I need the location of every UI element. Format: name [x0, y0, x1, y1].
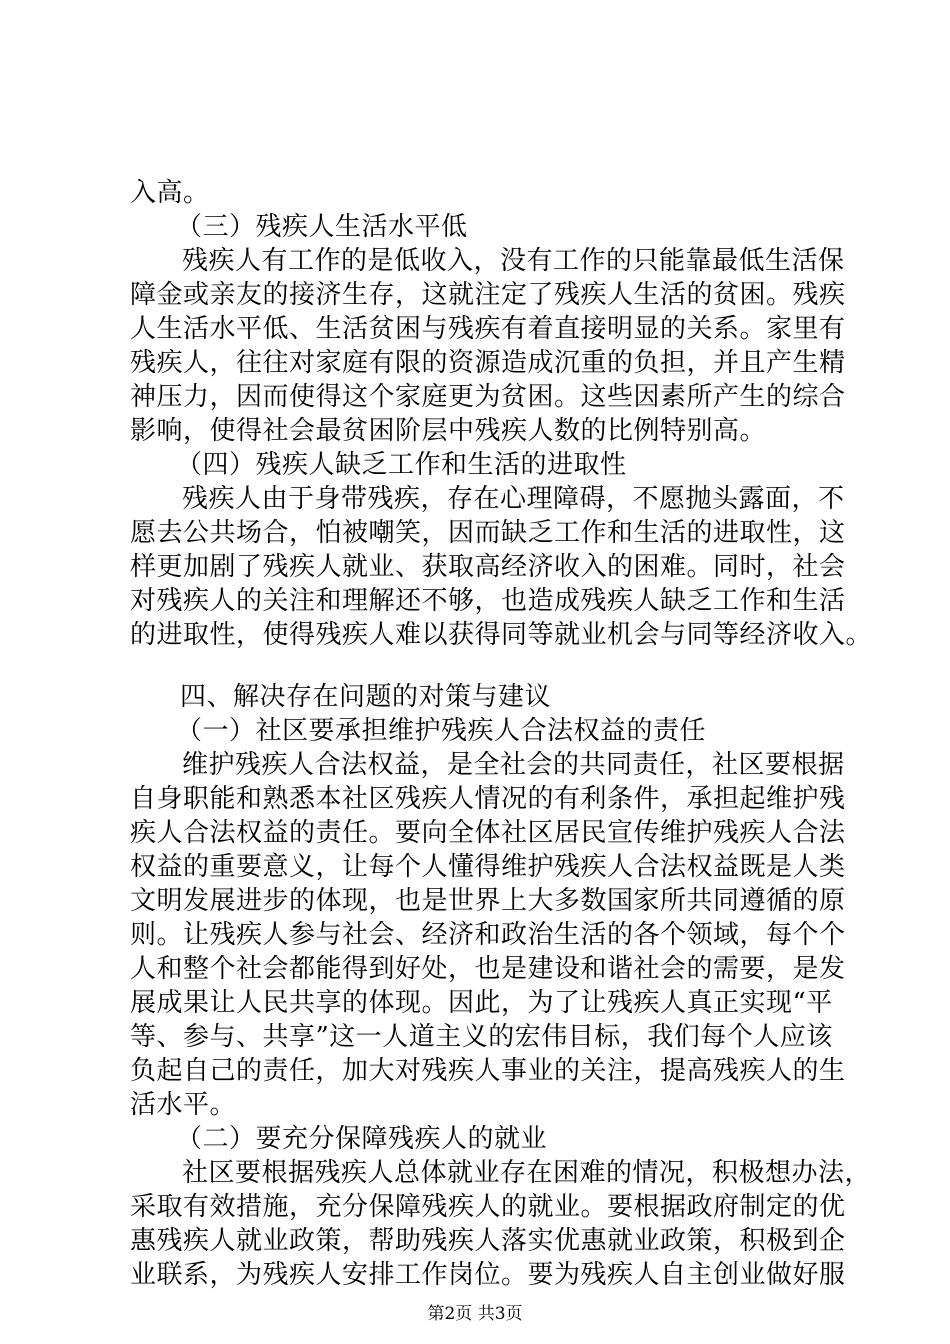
paragraph-first-line: 维护残疾人合法权益，是全社会的共同责任，社区要根据	[182, 750, 845, 780]
body-text-line: 疾人合法权益的责任。要向全体社区居民宣传维护残疾人合法	[130, 818, 846, 848]
body-text-line: 人和整个社会都能得到好处，也是建设和谐社会的需要，是发	[130, 954, 846, 984]
body-text-line: 活水平。	[130, 1090, 237, 1120]
page-number-footer: 第2页 共3页	[427, 1304, 523, 1324]
body-text-line: 入高。	[130, 178, 210, 208]
paragraph-first-line: 残疾人由于身带残疾，存在心理障碍，不愿抛头露面，不	[182, 484, 845, 514]
section-heading: （三）残疾人生活水平低	[176, 212, 468, 242]
body-text-line: 自身职能和熟悉本社区残疾人情况的有利条件，承担起维护残	[130, 784, 846, 814]
body-text-line: 神压力，因而使得这个家庭更为贫困。这些因素所产生的综合	[130, 382, 846, 412]
body-text-line: 影响，使得社会最贫困阶层中残疾人数的比例特别高。	[130, 416, 767, 446]
body-text-line: 残疾人，往往对家庭有限的资源造成沉重的负担，并且产生精	[130, 348, 846, 378]
section-heading: （二）要充分保障残疾人的就业	[176, 1124, 548, 1154]
paragraph-first-line: 残疾人有工作的是低收入，没有工作的只能靠最低生活保	[182, 246, 845, 276]
body-text-line: 文明发展进步的体现，也是世界上大多数国家所共同遵循的原	[130, 886, 846, 916]
body-text-line: 等、参与、共享”这一人道主义的宏伟目标，我们每个人应该	[130, 1022, 833, 1052]
body-text-line: 对残疾人的关注和理解还不够，也造成残疾人缺乏工作和生活	[130, 586, 846, 616]
body-text-line: 权益的重要意义，让每个人懂得维护残疾人合法权益既是人类	[130, 852, 846, 882]
body-text-line: 愿去公共场合，怕被嘲笑，因而缺乏工作和生活的进取性，这	[130, 518, 846, 548]
body-text-line: 人生活水平低、生活贫困与残疾有着直接明显的关系。家里有	[130, 314, 846, 344]
chapter-heading: 四、解决存在问题的对策与建议	[180, 682, 552, 712]
body-text-line: 的进取性，使得残疾人难以获得同等就业机会与同等经济收入。	[130, 620, 873, 650]
body-text-line: 业联系，为残疾人安排工作岗位。要为残疾人自主创业做好服	[130, 1260, 846, 1290]
section-heading: （一）社区要承担维护残疾人合法权益的责任	[176, 716, 707, 746]
body-text-line: 障金或亲友的接济生存，这就注定了残疾人生活的贫困。残疾	[130, 280, 846, 310]
section-heading: （四）残疾人缺乏工作和生活的进取性	[176, 450, 627, 480]
body-text-line: 惠残疾人就业政策，帮助残疾人落实优惠就业政策，积极到企	[130, 1226, 846, 1256]
body-text-line: 样更加剧了残疾人就业、获取高经济收入的困难。同时，社会	[130, 552, 846, 582]
body-text-line: 采取有效措施，充分保障残疾人的就业。要根据政府制定的优	[130, 1192, 846, 1222]
body-text-line: 展成果让人民共享的体现。因此，为了让残疾人真正实现“平	[130, 988, 833, 1018]
paragraph-first-line: 社区要根据残疾人总体就业存在困难的情况，积极想办法，	[182, 1158, 872, 1188]
body-text-line: 负起自己的责任，加大对残疾人事业的关注，提高残疾人的生	[130, 1056, 846, 1086]
body-text-line: 则。让残疾人参与社会、经济和政治生活的各个领域，每个个	[130, 920, 846, 950]
